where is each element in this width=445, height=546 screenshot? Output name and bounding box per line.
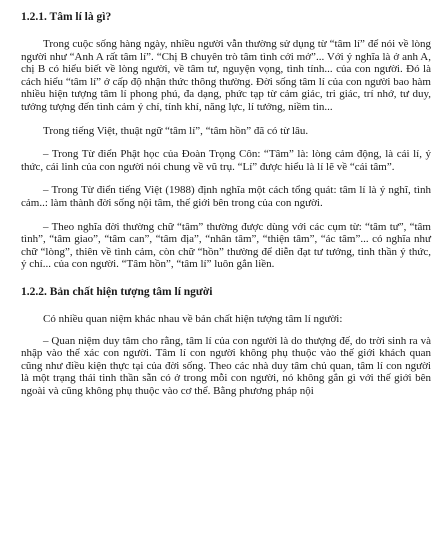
paragraph: – Trong Từ điển tiếng Việt (1988) định nghĩa một cách tổng quát: tâm lí là ý nghĩ, tình cảm..: làm thành đời sống nội tâm, thế giới bên trong của con người.	[21, 184, 431, 209]
section-heading: 1.2.2. Bản chất hiện tượng tâm lí người	[21, 285, 213, 298]
paragraph: Trong cuộc sống hàng ngày, nhiều người vẫn thường sử dụng từ “tâm lí” để nói về lòng người như “Anh A rất tâm lí”. “Chị B chuyên trò tâm tình cởi mở”... Với ý nghĩa là ở anh A, chị B có hiểu biết về lòng người, về tâm tư, nguyện vọng, tình tính... của con người. Đó là cách hiểu “tâm lí” ở cấp độ nhận thức thông thường. Đời sống tâm lí của con người bao hàm nhiều hiện tượng tâm lí phong phú, đa dạng, phức tạp từ cảm giác, tri giác, trí nhớ, tư duy, tưởng tượng đến tình cảm ý chí, tính khí, năng lực, lí tưởng, niềm tin...	[21, 38, 431, 113]
paragraph: – Quan niệm duy tâm cho rằng, tâm lí của con người là do thượng đế, do trời sinh ra và nhập vào thể xác con người. Tâm lí con người không phụ thuộc vào thế giới khách quan cũng như điều kiện thực tại của đời sống. Theo các nhà duy tâm chủ quan, tâm lí con người là một trạng thái tinh thần sẵn có ở trong mỗi con người, nó không gắn gì với thế giới bên ngoài và cũng không phụ thuộc vào cơ thể. Bằng phương pháp nội	[21, 334, 431, 397]
document-page	[21, 10, 431, 408]
paragraph: – Trong Từ điển Phật học của Đoàn Trọng Côn: “Tâm” là: lòng cảm động, là cái lí, ý thức, cái linh của con người nói chung về vũ trụ. “Lí” được hiểu là lí lẽ về “cái tâm”.	[21, 148, 431, 173]
paragraph: Trong tiếng Việt, thuật ngữ “tâm lí”, “tâm hồn” đã có từ lâu.	[43, 124, 309, 137]
paragraph: Có nhiều quan niệm khác nhau về bản chất hiện tượng tâm lí người:	[43, 312, 343, 325]
paragraph: – Theo nghĩa đời thường chữ “tâm” thường được dùng với các cụm từ: “tâm tư”, “tâm tình”, “tâm giao”, “tâm can”, “tâm địa”, “nhân tâm”, “thiện tâm”, “ác tâm”... có nghĩa như chữ “lòng”, thiên về tình cảm, còn chữ “hồn” thường để diễn đạt tư tưởng, tinh thần ý thức, ý chí... của con người. “Tâm hồn”, “tâm lí” luôn gắn liền.	[21, 220, 431, 271]
section-heading: 1.2.1. Tâm lí là gì?	[21, 11, 112, 23]
